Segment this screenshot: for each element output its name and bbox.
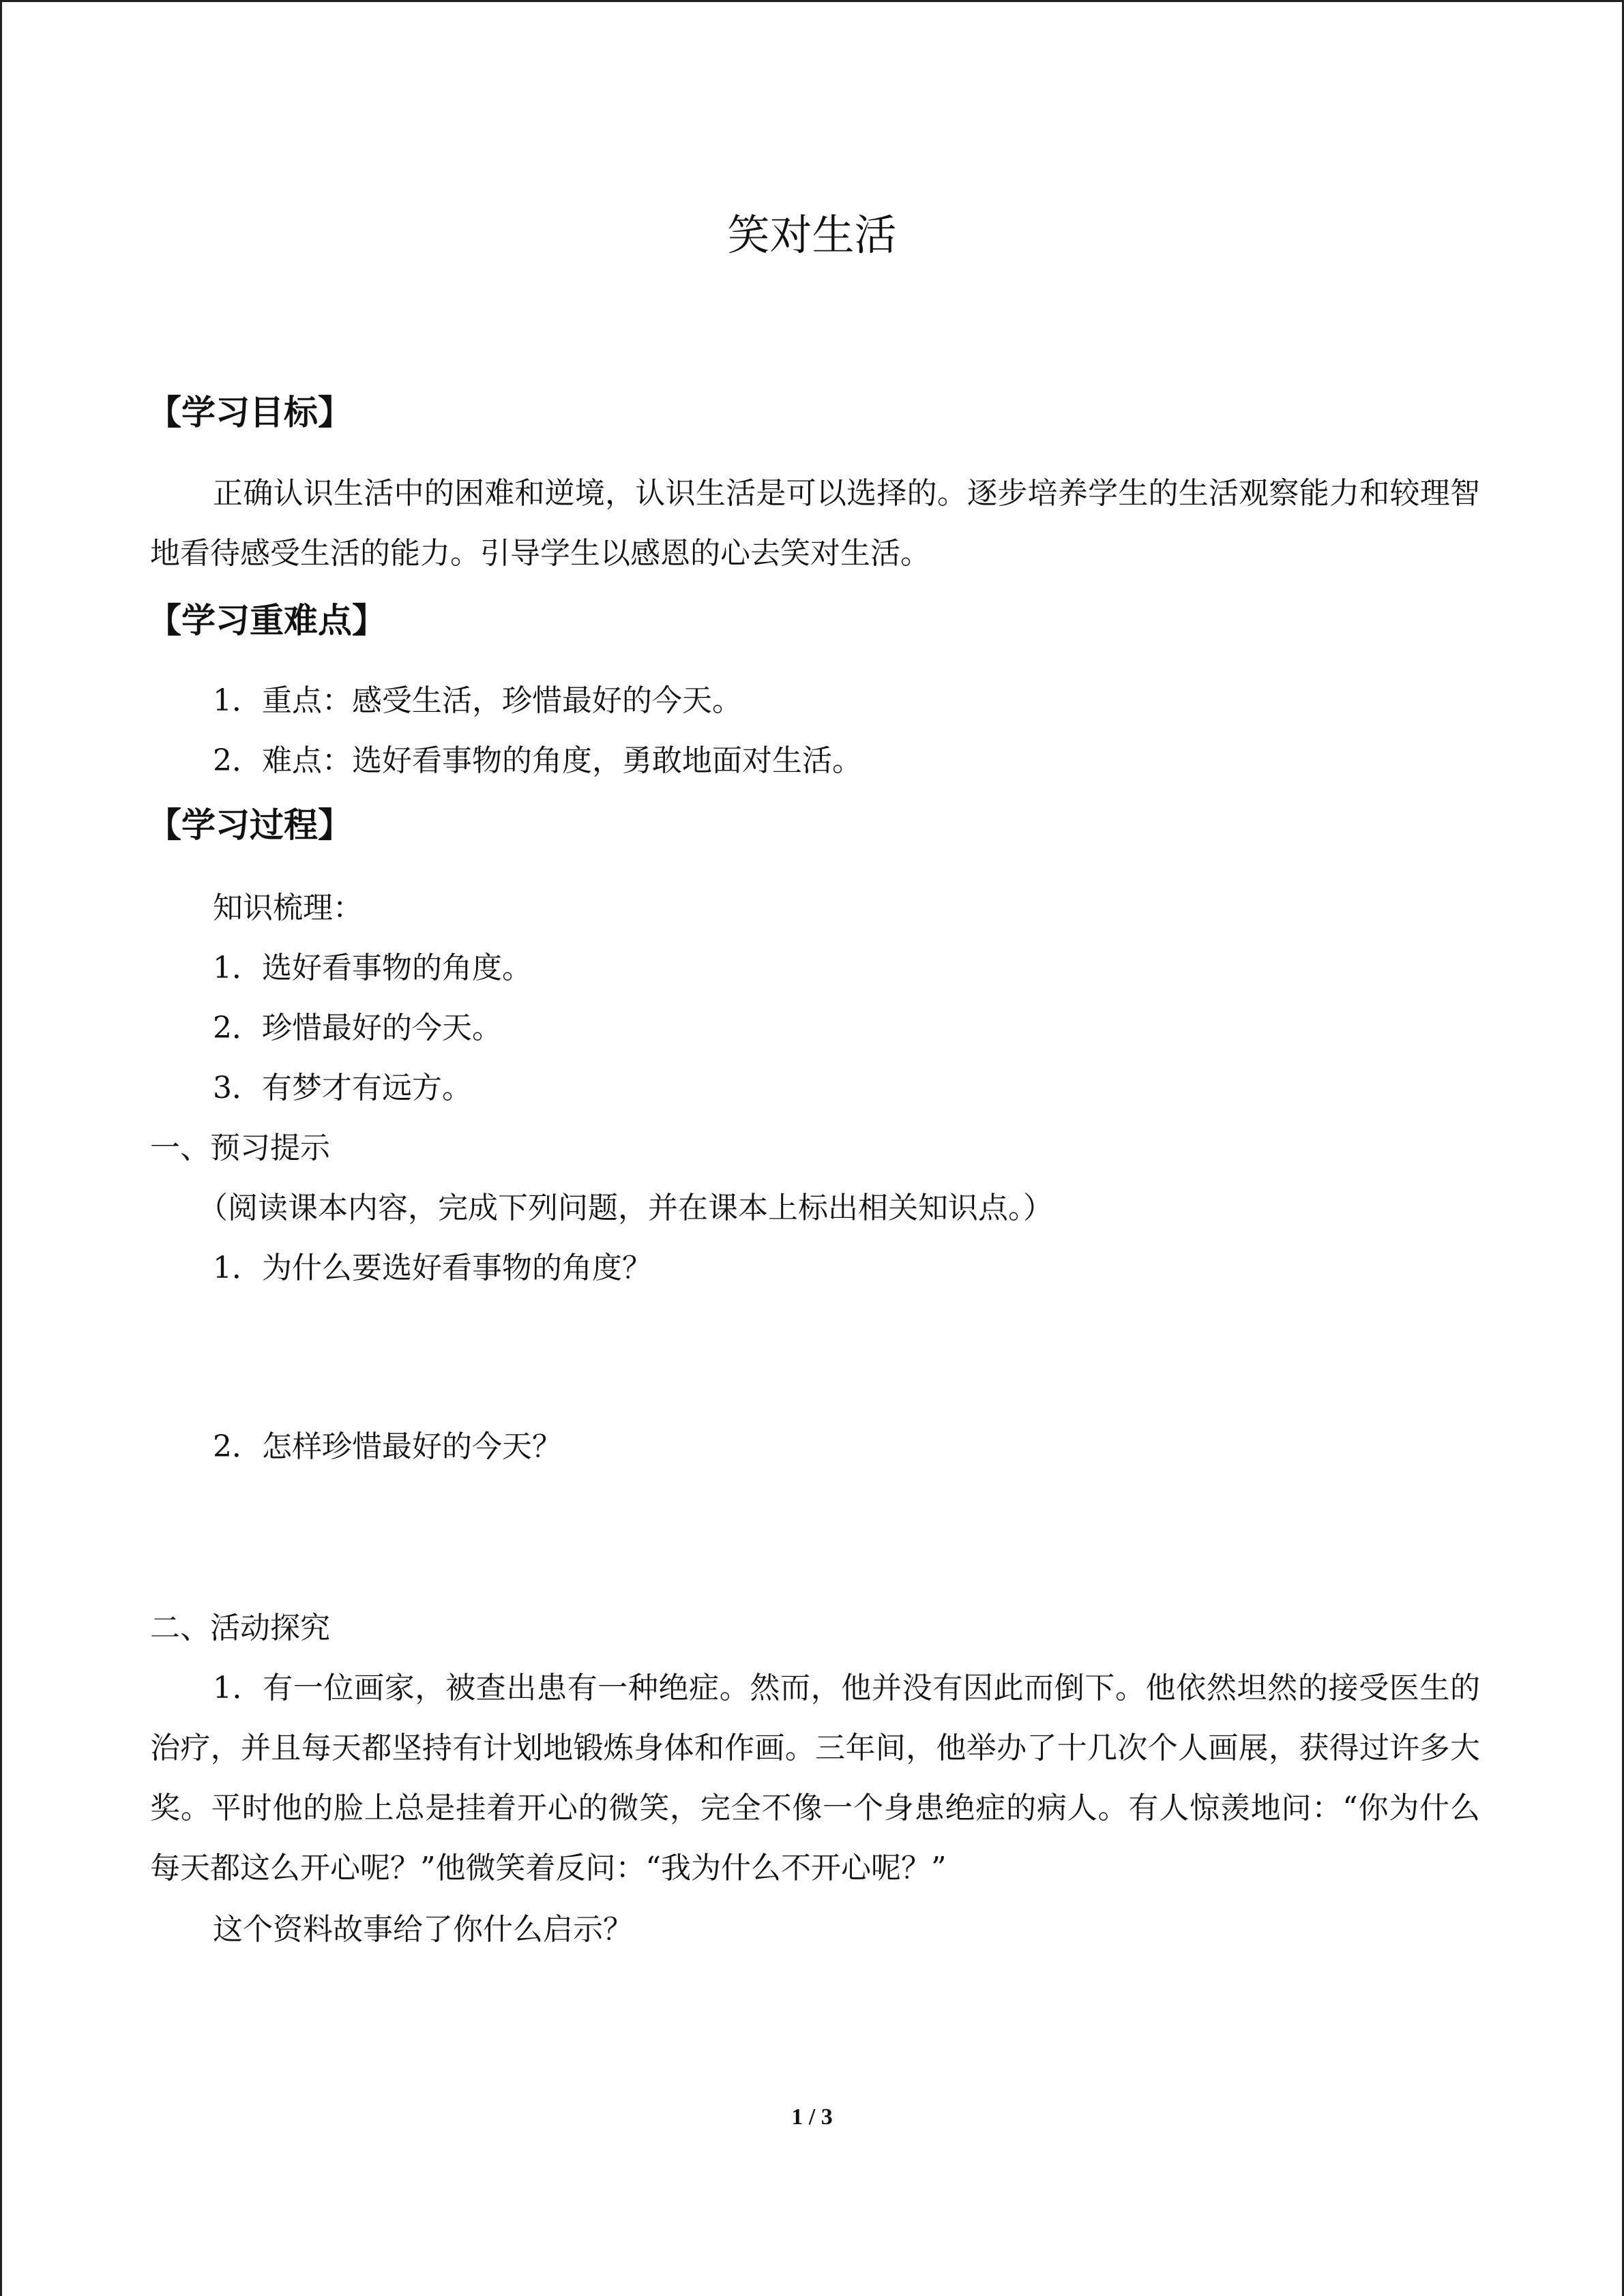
- page-number: 1 / 3: [791, 2104, 833, 2130]
- outline-label: 知识梳理：: [213, 891, 363, 925]
- activity-heading: 二、活动探究: [150, 1611, 330, 1645]
- outline-item: 3．有梦才有远方。: [213, 1071, 472, 1105]
- outline-item: 2．珍惜最好的今天。: [213, 1011, 502, 1045]
- goals-paragraph: 正确认识生活中的困难和逆境，认识生活是可以选择的。逐步培养学生的生活观察能力和较理智地看待感受生活的能力。引导学生以感恩的心去笑对生活。: [150, 476, 1480, 571]
- section-heading-process: 【学习过程】: [147, 805, 352, 845]
- key-point-item: 1．重点：感受生活，珍惜最好的今天。: [213, 683, 742, 718]
- preview-question: 1．为什么要选好看事物的角度？: [213, 1251, 652, 1285]
- preview-instruction: （阅读课本内容，完成下列问题，并在课本上标出相关知识点。）: [198, 1191, 1053, 1225]
- page-border-top: [0, 0, 1624, 2]
- section-heading-goals: 【学习目标】: [147, 393, 352, 432]
- page-border-left: [0, 0, 2, 2296]
- difficult-point-item: 2．难点：选好看事物的角度，勇敢地面对生活。: [213, 743, 862, 778]
- activity-question: 这个资料故事给了你什么启示？: [213, 1912, 633, 1947]
- section-heading-key-points: 【学习重难点】: [147, 601, 386, 640]
- preview-question: 2．怎样珍惜最好的今天？: [213, 1429, 562, 1464]
- activity-story: 1．有一位画家，被查出患有一种绝症。然而，他并没有因此而倒下。他依然坦然的接受医生的治疗，并且每天都坚持有计划地锻炼身体和作画。三年间，他举办了十几次个人画展，获得过许多大奖。平时他的脸上总是挂着开心的微笑，完全不像一个身患绝症的病人。有人惊羡地问：“你为什么每天都这么开心呢？”他微笑着反问：“我为什么不开心呢？”: [150, 1671, 1480, 1885]
- preview-heading: 一、预习提示: [150, 1131, 330, 1165]
- page-title: 笑对生活: [727, 210, 897, 260]
- outline-item: 1．选好看事物的角度。: [213, 951, 532, 985]
